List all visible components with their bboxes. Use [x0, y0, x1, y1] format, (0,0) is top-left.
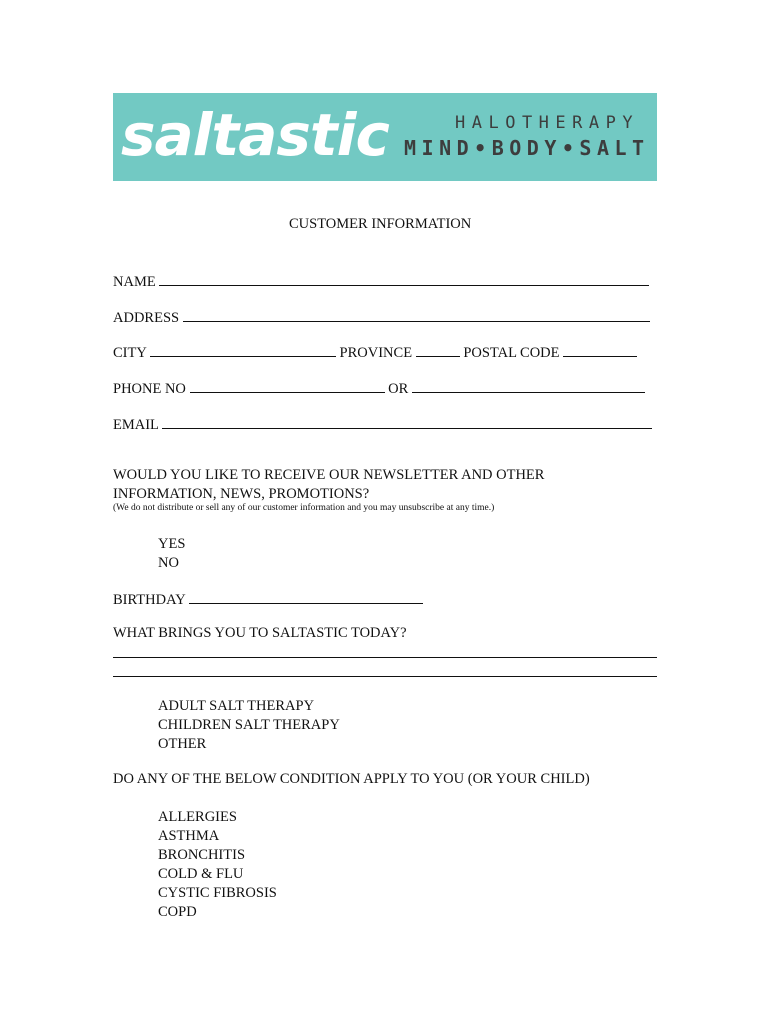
name-row: [113, 271, 649, 291]
name-label: NAME: [113, 274, 156, 290]
birthday-field[interactable]: [189, 589, 423, 604]
postal-code-label: POSTAL CODE: [463, 345, 560, 361]
email-label: EMAIL: [113, 417, 159, 433]
birthday-label: BIRTHDAY: [113, 592, 186, 608]
halotherapy-tagline: HALOTHERAPY: [455, 113, 640, 133]
phone-row: [113, 378, 645, 398]
address-field[interactable]: [183, 307, 650, 322]
address-row: [113, 307, 650, 327]
address-label: ADDRESS: [113, 310, 180, 326]
phone-label: PHONE NO: [113, 381, 186, 397]
header-banner: [113, 93, 657, 181]
newsletter-option-no[interactable]: NO: [158, 555, 179, 571]
birthday-row: [113, 589, 423, 609]
condition-asthma[interactable]: ASTHMA: [158, 828, 220, 844]
newsletter-question-line-1: WOULD YOU LIKE TO RECEIVE OUR NEWSLETTER AND OTHER: [113, 467, 545, 483]
reason-answer-line-2[interactable]: [113, 676, 657, 677]
city-label: CITY: [113, 345, 147, 361]
reason-option-other[interactable]: OTHER: [158, 736, 207, 752]
email-field[interactable]: [162, 414, 652, 429]
phone-field-primary[interactable]: [190, 378, 385, 393]
city-row: [113, 342, 637, 362]
condition-bronchitis[interactable]: BRONCHITIS: [158, 847, 246, 863]
condition-allergies[interactable]: ALLERGIES: [158, 809, 237, 825]
saltastic-logo: saltastic: [121, 101, 389, 169]
newsletter-option-yes[interactable]: YES: [158, 536, 186, 552]
reason-option-children[interactable]: CHILDREN SALT THERAPY: [158, 717, 340, 733]
or-label: OR: [388, 381, 409, 397]
name-field[interactable]: [159, 271, 649, 286]
province-label: PROVINCE: [339, 345, 413, 361]
newsletter-privacy-note: (We do not distribute or sell any of our customer information and you may unsubscribe at any time.): [113, 503, 495, 513]
form-title: CUSTOMER INFORMATION: [289, 216, 472, 232]
newsletter-question-line-2: INFORMATION, NEWS, PROMOTIONS?: [113, 486, 370, 502]
reason-answer-line-1[interactable]: [113, 657, 657, 658]
mind-body-salt-tagline: MIND•BODY•SALT: [404, 136, 650, 160]
postal-code-field[interactable]: [563, 342, 637, 357]
condition-cystic-fibrosis[interactable]: CYSTIC FIBROSIS: [158, 885, 277, 901]
conditions-question: DO ANY OF THE BELOW CONDITION APPLY TO YOU (OR YOUR CHILD): [113, 771, 590, 787]
reason-question: WHAT BRINGS YOU TO SALTASTIC TODAY?: [113, 625, 407, 641]
province-field[interactable]: [416, 342, 460, 357]
condition-copd[interactable]: COPD: [158, 904, 197, 920]
email-row: [113, 414, 652, 434]
city-field[interactable]: [150, 342, 336, 357]
phone-field-alternate[interactable]: [412, 378, 645, 393]
condition-cold-flu[interactable]: COLD & FLU: [158, 866, 244, 882]
reason-option-adult[interactable]: ADULT SALT THERAPY: [158, 698, 315, 714]
